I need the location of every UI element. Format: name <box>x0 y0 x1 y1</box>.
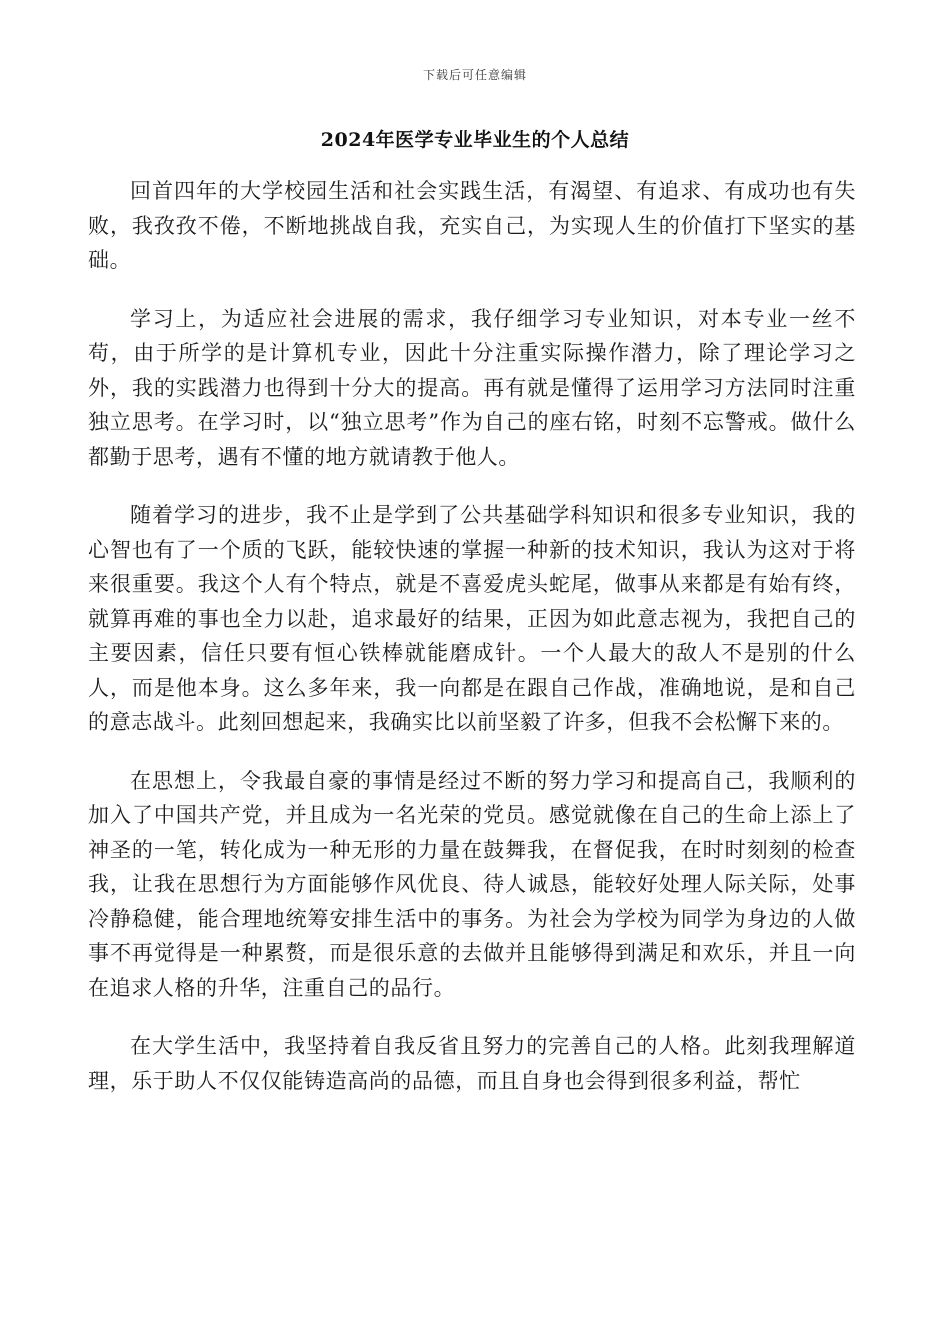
paragraph-study: 学习上，为适应社会进展的需求，我仔细学习专业知识，对本专业一丝不苟，由于所学的是计算机专业，因此十分注重实际操作潜力，除了理论学习之外，我的实践潜力也得到十分大的提高。再有就是懂得了运用学习方法同时注重独立思考。在学习时，以“独立思考”作为自己的座右铭，时刻不忘警戒。做什么都勤于思考，遇有不懂的地方就请教于他人。 <box>88 306 856 469</box>
document-body <box>88 174 856 1122</box>
paragraph-intro: 回首四年的大学校园生活和社会实践生活，有渴望、有追求、有成功也有失败，我孜孜不倦，不断地挑战自我，充实自己，为实现人生的价值打下坚实的基础。 <box>88 179 856 272</box>
document-title: 2024年医学专业毕业生的个人总结 <box>320 129 630 151</box>
paragraph-progress: 随着学习的进步，我不止是学到了公共基础学科知识和很多专业知识，我的心智也有了一个质的飞跃，能较快速的掌握一种新的技术知识，我认为这对于将来很重要。我这个人有个特点，就是不喜爱虎头蛇尾，做事从来都是有始有终，就算再难的事也全力以赴，追求最好的结果，正因为如此意志视为，我把自己的主要因素，信任只要有恒心铁棒就能磨成针。一个人最大的敌人不是别的什么人，而是他本身。这么多年来，我一向都是在跟自己作战，准确地说，是和自己的意志战斗。此刻回想起来，我确实比以前坚毅了许多，但我不会松懈下来的。 <box>88 503 856 734</box>
header-note: 下载后可任意编辑 <box>422 68 527 82</box>
paragraph-thought: 在思想上，令我最自豪的事情是经过不断的努力学习和提高自己，我顺利的加入了中国共产党，并且成为一名光荣的党员。感觉就像在自己的生命上添上了神圣的一笔，转化成为一种无形的力量在鼓舞我，在督促我，在时时刻刻的检查我，让我在思想行为方面能够作风优良、待人诚恳，能较好处理人际关际，处事冷静稳健，能合理地统筹安排生活中的事务。为社会为学校为同学为身边的人做事不再觉得是一种累赘，而是很乐意的去做并且能够得到满足和欢乐，并且一向在追求人格的升华，注重自己的品行。 <box>88 768 856 1000</box>
paragraph-college-life: 在大学生活中，我坚持着自我反省且努力的完善自己的人格。此刻我理解道理，乐于助人不仅仅能铸造高尚的品德，而且自身也会得到很多利益，帮忙 <box>88 1034 856 1093</box>
